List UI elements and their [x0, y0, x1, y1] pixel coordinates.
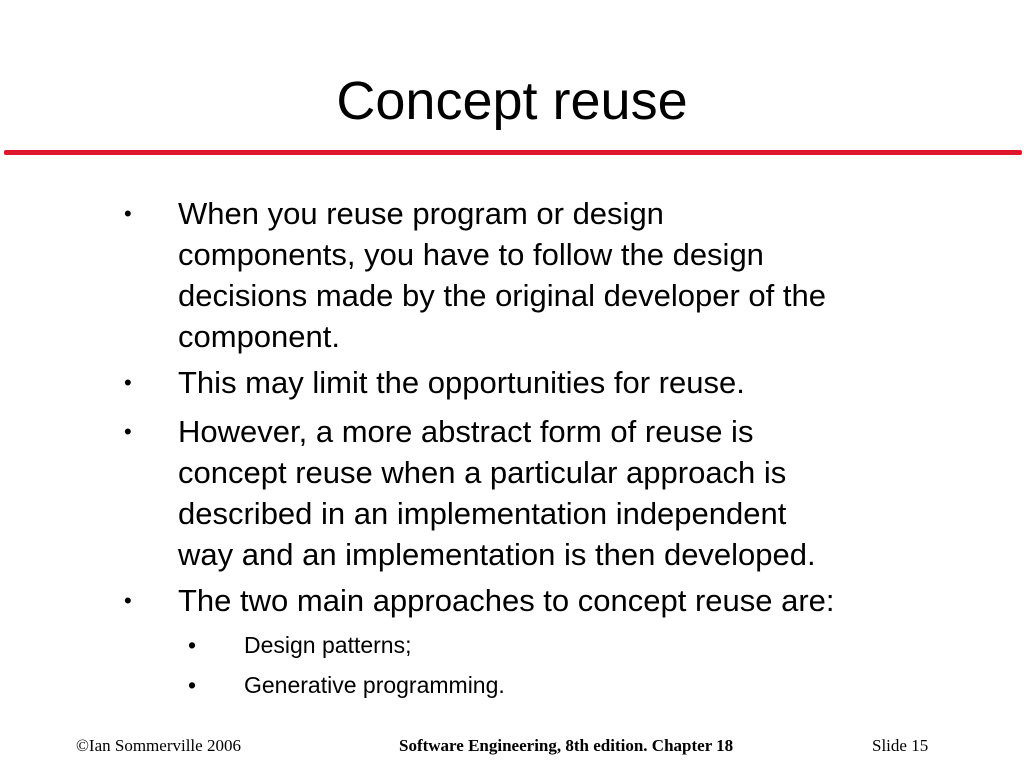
sub-bullet-dot-icon: • — [188, 632, 197, 658]
bullet-line: way and an implementation is then developed. — [178, 537, 816, 572]
bullet-line: decisions made by the original developer of the — [178, 278, 826, 313]
bullet-line: concept reuse when a particular approach is — [178, 455, 787, 490]
slide-title: Concept reuse — [336, 71, 688, 131]
footer-slide-number: Slide 15 — [872, 736, 929, 755]
footer-book-title: Software Engineering, 8th edition. Chapter 18 — [399, 736, 734, 755]
bullet-line: However, a more abstract form of reuse is — [178, 414, 754, 449]
bullet-dot-icon: • — [124, 419, 132, 444]
bullet-dot-icon: • — [124, 588, 132, 613]
bullet-line: component. — [178, 319, 340, 354]
footer-copyright: ©Ian Sommerville 2006 — [76, 736, 241, 755]
sub-bullet-dot-icon: • — [188, 672, 197, 698]
bullet-line: components, you have to follow the design — [178, 237, 764, 272]
bullet-text — [178, 580, 978, 621]
bullet-text — [178, 362, 978, 403]
bullet-line: This may limit the opportunities for reuse. — [178, 365, 745, 400]
sub-bullet-text: Design patterns; — [244, 632, 412, 658]
bullet-dot-icon: • — [124, 370, 132, 395]
bullet-line: When you reuse program or design — [178, 196, 664, 231]
bullet-line: The two main approaches to concept reuse are: — [178, 583, 835, 618]
sub-bullet-text: Generative programming. — [244, 672, 505, 698]
bullet-line: described in an implementation independent — [178, 496, 787, 531]
bullet-dot-icon: • — [124, 201, 132, 226]
bullet-text — [178, 411, 978, 575]
bullet-text — [178, 193, 978, 357]
